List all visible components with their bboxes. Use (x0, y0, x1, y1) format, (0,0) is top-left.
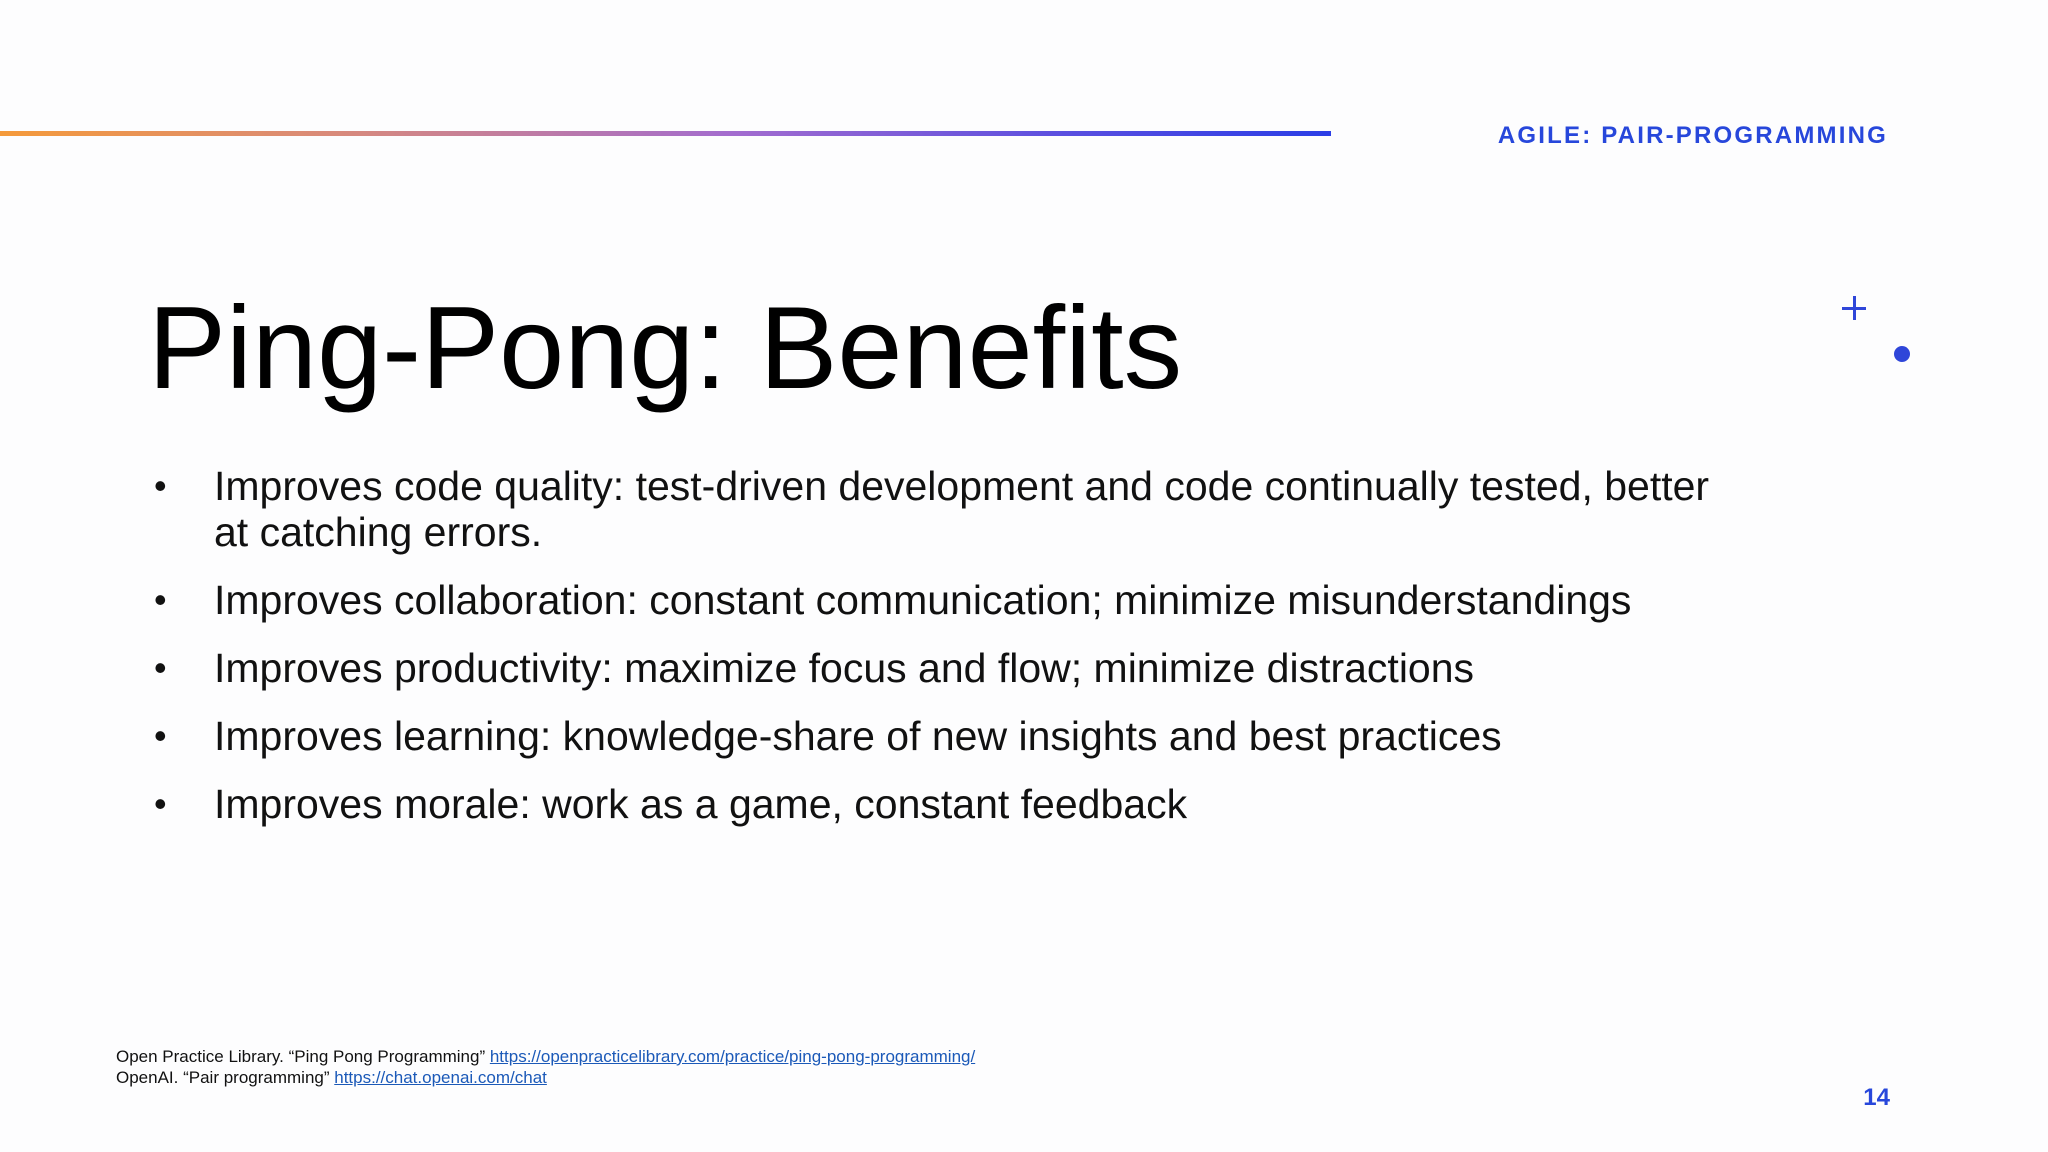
bullet-item (150, 645, 1750, 691)
bullet-list (150, 463, 1750, 849)
bullet-icon: • (154, 647, 167, 688)
bullet-item (150, 781, 1750, 827)
reference-link[interactable]: https://chat.openai.com/chat (334, 1068, 547, 1087)
bullet-icon: • (154, 465, 167, 506)
bullet-icon: • (154, 715, 167, 756)
bullet-text: Improves productivity: maximize focus and flow; minimize distractions (214, 645, 1475, 691)
reference-line (116, 1067, 975, 1088)
slide-title: Ping-Pong: Benefits (148, 282, 1183, 413)
reference-text: Open Practice Library. “Ping Pong Programming” (116, 1047, 490, 1066)
header-accent-line (0, 131, 1331, 136)
plus-icon (1842, 296, 1866, 320)
reference-text: OpenAI. “Pair programming” (116, 1068, 335, 1087)
dot-icon (1894, 346, 1910, 362)
references (116, 1046, 975, 1088)
bullet-text: Improves morale: work as a game, constant feedback (214, 781, 1188, 827)
bullet-item (150, 713, 1750, 759)
reference-line (116, 1046, 975, 1067)
bullet-text: Improves collaboration: constant communication; minimize misunderstandings (214, 577, 1632, 623)
bullet-text: Improves code quality: test-driven development and code continually tested, better at catching errors. (214, 463, 1710, 555)
bullet-text: Improves learning: knowledge-share of new insights and best practices (214, 713, 1502, 759)
page-number: 14 (1863, 1084, 1890, 1111)
bullet-icon: • (154, 579, 167, 620)
bullet-item (150, 577, 1750, 623)
bullet-icon: • (154, 783, 167, 824)
bullet-item (150, 463, 1754, 555)
reference-link[interactable]: https://openpracticelibrary.com/practice/ping-pong-programming/ (489, 1047, 976, 1066)
section-label: AGILE: PAIR-PROGRAMMING (1497, 122, 1888, 149)
